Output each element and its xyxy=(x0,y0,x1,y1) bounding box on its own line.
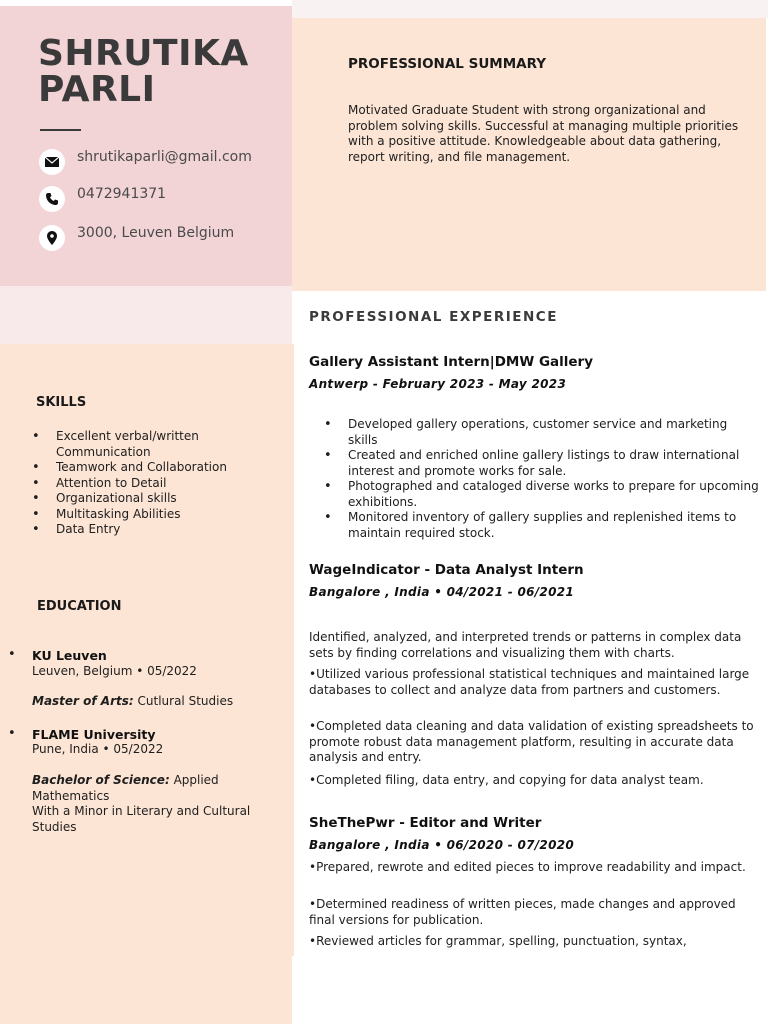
top-strip xyxy=(292,0,768,18)
job-paragraph: •Completed data cleaning and data validation of existing spreadsheets to promote robust data management platform, resulting in accurate data analysis and entry. xyxy=(309,719,754,764)
sidebar-panel-bottom xyxy=(0,956,292,1024)
skill-item: • Excellent verbal/written Communication xyxy=(56,429,256,460)
degree-label: Bachelor of Science xyxy=(32,773,165,787)
skills-heading: SKILLS xyxy=(36,395,87,410)
name-line-1: SHRUTIKA xyxy=(38,33,249,74)
phone-text[interactable]: 0472941371 xyxy=(77,186,167,202)
job-paragraph: •Completed filing, data entry, and copying for data analyst team. xyxy=(309,773,704,787)
address-text: 3000, Leuven Belgium xyxy=(77,225,235,241)
degree-minor: With a Minor in Literary and Cultural Studies xyxy=(32,804,251,834)
skills-list xyxy=(56,429,256,538)
degree-field: Cutlural Studies xyxy=(133,694,234,708)
job-meta: Antwerp - February 2023 - May 2023 xyxy=(309,377,567,391)
skill-item: • Teamwork and Collaboration xyxy=(56,460,256,476)
job-meta: Bangalore , India • 04/2021 - 06/2021 xyxy=(309,585,575,599)
degree-field: Applied Mathematics xyxy=(32,773,219,803)
divider-band xyxy=(0,286,292,344)
phone-icon xyxy=(39,186,65,212)
job-bullet-item: • Photographed and cataloged diverse works to prepare for upcoming exhibitions. xyxy=(348,479,760,510)
summary-heading: PROFESSIONAL SUMMARY xyxy=(348,56,547,72)
job-paragraph: •Reviewed articles for grammar, spelling, punctuation, syntax, xyxy=(309,934,687,948)
education-heading: EDUCATION xyxy=(37,599,122,614)
education-school: FLAME University xyxy=(32,727,156,742)
job-bullet-item: • Developed gallery operations, customer service and marketing skills xyxy=(348,417,760,448)
skill-item: • Multitasking Abilities xyxy=(56,507,256,523)
job-bullet-item: • Monitored inventory of gallery supplies and replenished items to maintain required stock. xyxy=(348,510,760,541)
name-line-2: PARLI xyxy=(38,69,156,110)
name-underline xyxy=(40,129,81,131)
experience-heading: PROFESSIONAL EXPERIENCE xyxy=(309,309,558,325)
education-degree: Bachelor of Science: Applied Mathematics With a Minor in Literary and Cultural Studies xyxy=(32,773,251,834)
job-bullet-item: • Created and enriched online gallery listings to draw international interest and promote works for sale. xyxy=(348,448,760,479)
job-title: Gallery Assistant Intern|DMW Gallery xyxy=(309,354,594,370)
job-paragraph: Identified, analyzed, and interpreted trends or patterns in complex data sets by finding correlations and visualizing them with charts. xyxy=(309,630,742,660)
skill-item: • Organizational skills xyxy=(56,491,256,507)
education-location-date: Pune, India • 05/2022 xyxy=(32,742,164,756)
contact-email-row xyxy=(39,149,252,175)
job-title: SheThePwr - Editor and Writer xyxy=(309,815,542,831)
candidate-name xyxy=(38,33,249,110)
job-title: WageIndicator - Data Analyst Intern xyxy=(309,562,584,578)
education-bullet: • xyxy=(8,647,16,662)
education-location-date: Leuven, Belgium • 05/2022 xyxy=(32,664,197,678)
job-paragraph: •Utilized various professional statistical techniques and maintained large databases to collect and analyze data from partners and customers. xyxy=(309,667,750,697)
email-text[interactable]: shrutikaparli@gmail.com xyxy=(77,149,252,165)
education-school: KU Leuven xyxy=(32,648,107,663)
job-bullets xyxy=(348,417,760,541)
degree-label: Master of Arts xyxy=(32,694,129,708)
location-pin-icon xyxy=(39,225,65,251)
skill-item: • Attention to Detail xyxy=(56,476,256,492)
skill-item: • Data Entry xyxy=(56,522,256,538)
summary-text: Motivated Graduate Student with strong organizational and problem solving skills. Successful at managing multiple priorities with a positive attitude. Knowledgeable about data gathering, report writing, and file management. xyxy=(348,103,739,164)
job-paragraph: •Prepared, rewrote and edited pieces to improve readability and impact. xyxy=(309,860,746,874)
contact-address-row xyxy=(39,225,234,251)
envelope-icon xyxy=(39,149,65,175)
job-meta: Bangalore , India • 06/2020 - 07/2020 xyxy=(309,838,575,852)
education-bullet: • xyxy=(8,726,16,741)
contact-phone-row xyxy=(39,186,166,212)
education-degree: Master of Arts: Cutlural Studies xyxy=(32,694,234,708)
job-paragraph: •Determined readiness of written pieces, made changes and approved final versions for publication. xyxy=(309,897,736,927)
